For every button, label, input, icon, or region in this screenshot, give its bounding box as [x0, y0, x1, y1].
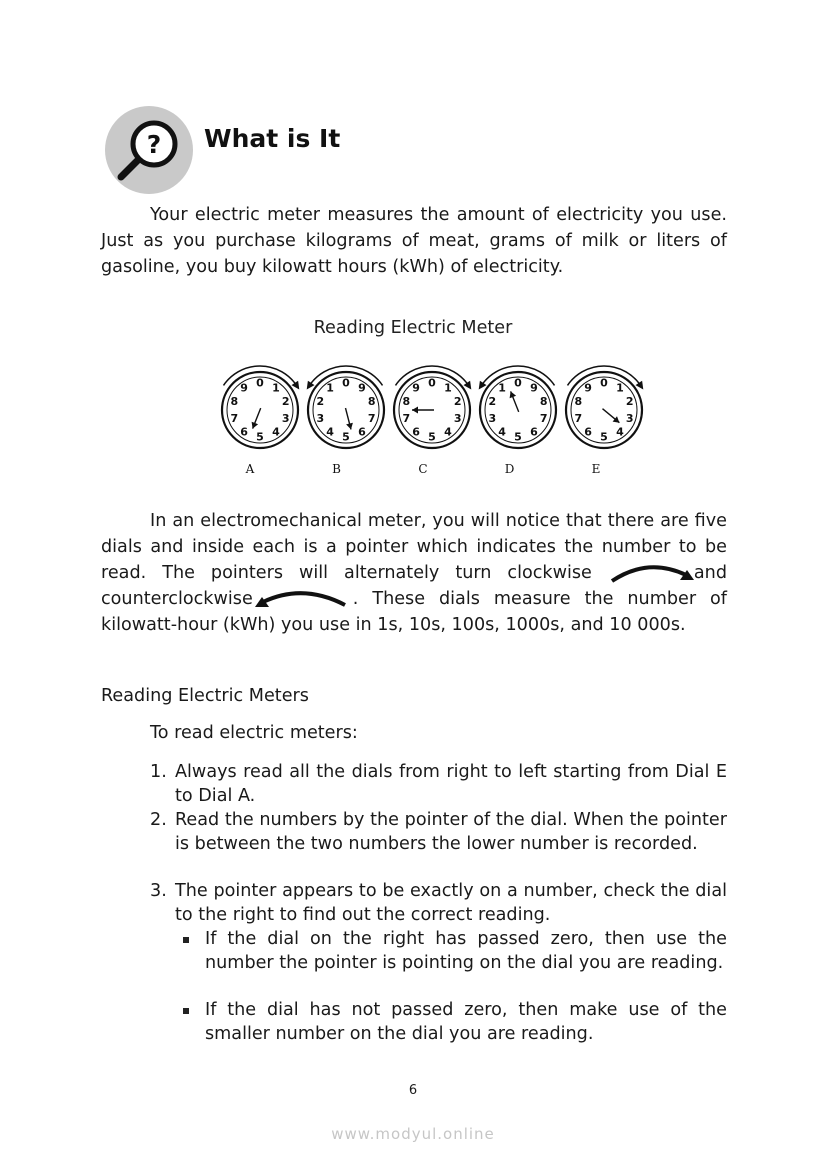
bullet-text: If the dial on the right has passed zero, then use the number the pointer is pointing on the dial you are reading. [205, 929, 727, 973]
dial-e [566, 366, 643, 476]
meter-description-text-2a: counterclockwise [101, 589, 253, 609]
dial-number: 8 [367, 395, 376, 409]
dial-label: D [504, 462, 515, 476]
bullet-item [180, 998, 727, 1046]
dial-number: 3 [625, 411, 634, 425]
intro-paragraph: Your electric meter measures the amount of electricity you use. Just as you purchase kilograms of meat, grams of milk or liters of gasoline, you buy kilowatt hours (kWh) of electricity. [101, 205, 727, 277]
dial-number: 1 [444, 381, 452, 395]
page-number: 6 [408, 1083, 418, 1098]
dial-direction-arrowhead [636, 381, 644, 390]
and-word: and [693, 563, 727, 583]
dial-number: 4 [326, 425, 334, 439]
page-title: What is It [204, 124, 341, 153]
dial-number: 6 [240, 425, 248, 439]
dial-number: 6 [412, 425, 420, 439]
dial-number: 2 [625, 395, 634, 409]
bullet-text: If the dial has not passed zero, then make use of the smaller number on the dial you are reading. [205, 1000, 727, 1044]
meter-description-paragraph [101, 508, 727, 638]
dial-number: 9 [358, 381, 366, 395]
magnifier-question-icon [104, 104, 194, 196]
dial-label: B [332, 462, 341, 476]
dial-number: 8 [574, 395, 583, 409]
dial-number: 7 [367, 411, 376, 425]
step-text: Read the numbers by the pointer of the dial. When the pointer is between the two numbers the lower number is recorded. [175, 810, 727, 854]
dial-number: 1 [498, 381, 506, 395]
dial-label: E [591, 462, 601, 476]
step-number: 3. [150, 881, 167, 901]
dial-number: 5 [600, 430, 608, 444]
dial-number: 2 [488, 395, 497, 409]
dial-direction-arrowhead [479, 381, 487, 390]
dial-number: 0 [256, 376, 264, 390]
dial-direction-arrowhead [307, 381, 315, 390]
bullet-marker [183, 937, 189, 943]
dial-number: 9 [240, 381, 248, 395]
step-number: 1. [150, 762, 167, 782]
dial-c [394, 366, 471, 476]
dial-number: 0 [600, 376, 608, 390]
dial-d [479, 366, 556, 476]
dial-number: 6 [530, 425, 538, 439]
dial-number: 9 [584, 381, 592, 395]
counterclockwise-arrow-icon [253, 586, 353, 610]
dial-number: 3 [281, 411, 290, 425]
bullet-marker [183, 1008, 189, 1014]
dial-number: 3 [488, 411, 497, 425]
step-number: 2. [150, 810, 167, 830]
step-item [150, 879, 727, 927]
dial-number: 6 [584, 425, 592, 439]
dial-number: 0 [428, 376, 436, 390]
dial-number: 3 [316, 411, 325, 425]
meter-description-text-2b: . These dials measure the number of kilowatt-hour (kWh) you use in 1s, 10s, 100s, 1000s, and 10 000s. [101, 589, 727, 635]
svg-text:?: ? [146, 130, 162, 159]
dial-number: 6 [358, 425, 366, 439]
dial-number: 4 [616, 425, 624, 439]
dial-number: 2 [281, 395, 290, 409]
dial-number: 9 [412, 381, 420, 395]
dial-label: C [418, 462, 428, 476]
meter-description-text-1: In an electromechanical meter, you will notice that there are five dials and inside each is a pointer which indicates the number to be read. The pointers will alternately turn clockwise [101, 511, 727, 583]
dial-number: 0 [342, 376, 350, 390]
dial-number: 7 [402, 411, 411, 425]
dial-number: 4 [498, 425, 506, 439]
dial-number: 8 [402, 395, 411, 409]
dial-number: 3 [453, 411, 462, 425]
watermark: www.modyul.online [331, 1125, 495, 1143]
figure-caption: Reading Electric Meter [313, 318, 513, 338]
dial-number: 8 [539, 395, 548, 409]
dial-number: 4 [444, 425, 452, 439]
step-item [150, 808, 727, 856]
dial-number: 1 [272, 381, 280, 395]
dial-label: A [245, 462, 255, 476]
dial-number: 0 [514, 376, 522, 390]
dial-number: 5 [514, 430, 522, 444]
step-text: Always read all the dials from right to left starting from Dial E to Dial A. [175, 762, 727, 806]
section-intro: To read electric meters: [150, 723, 358, 743]
dial-number: 1 [326, 381, 334, 395]
dial-direction-arrowhead [292, 381, 300, 390]
dial-number: 5 [256, 430, 264, 444]
dial-b [307, 366, 384, 476]
dial-number: 2 [453, 395, 462, 409]
dial-number: 7 [230, 411, 239, 425]
step-text: The pointer appears to be exactly on a number, check the dial to the right to find out the correct reading. [175, 881, 727, 925]
dial-number: 5 [342, 430, 350, 444]
dial-number: 4 [272, 425, 280, 439]
dial-number: 7 [539, 411, 548, 425]
dial-number: 1 [616, 381, 624, 395]
dial-number: 9 [530, 381, 538, 395]
dial-direction-arrowhead [464, 381, 472, 390]
dial-a [222, 366, 299, 476]
section-heading: Reading Electric Meters [101, 686, 309, 706]
dial-number: 8 [230, 395, 239, 409]
dial-number: 7 [574, 411, 583, 425]
dial-number: 5 [428, 430, 436, 444]
dial-number: 2 [316, 395, 325, 409]
step-item [150, 760, 727, 808]
bullet-item [180, 927, 727, 975]
clockwise-arrow-icon [608, 560, 694, 584]
electric-meter-dials [215, 352, 665, 484]
